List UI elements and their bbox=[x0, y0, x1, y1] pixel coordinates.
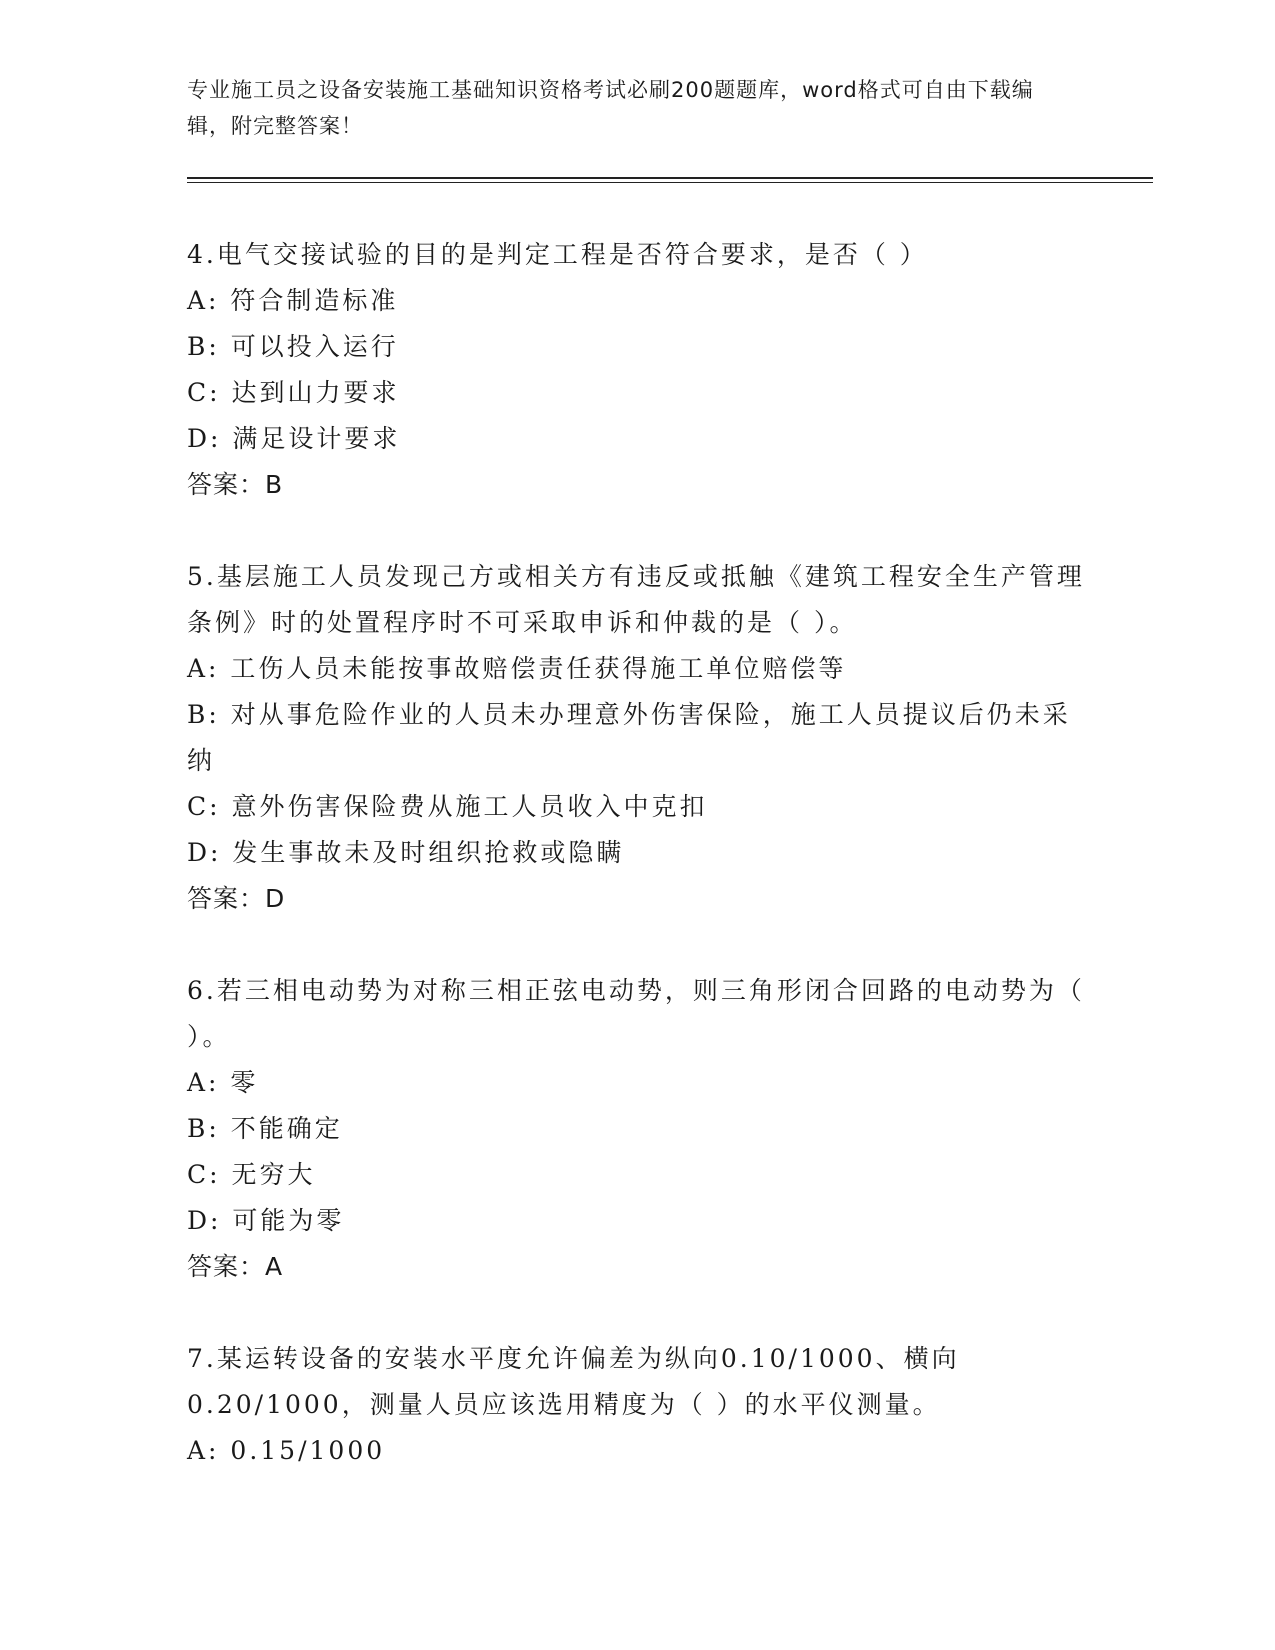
option-c: C: 无穷大 bbox=[187, 1160, 316, 1189]
option-d: D: 满足设计要求 bbox=[187, 424, 401, 453]
header-divider-thick bbox=[187, 177, 1153, 179]
question-7 bbox=[187, 1336, 1087, 1474]
header-divider-thin bbox=[187, 182, 1153, 183]
option-a: A: 工伤人员未能按事故赔偿责任获得施工单位赔偿等 bbox=[187, 654, 847, 683]
question-6 bbox=[187, 968, 1087, 1290]
question-4 bbox=[187, 232, 1087, 508]
option-c: C: 意外伤害保险费从施工人员收入中克扣 bbox=[187, 792, 708, 821]
answer-text: 答案：B bbox=[187, 470, 284, 499]
answer-text: 答案：A bbox=[187, 1252, 284, 1281]
option-a: A: 0.15/1000 bbox=[187, 1436, 386, 1465]
option-b: B: 不能确定 bbox=[187, 1114, 343, 1143]
option-c: C: 达到山力要求 bbox=[187, 378, 400, 407]
question-stem: 5.基层施工人员发现己方或相关方有违反或抵触《建筑工程安全生产管理条例》时的处置程序时不可采取申诉和仲裁的是（ ）。 bbox=[187, 562, 1085, 637]
option-a: A: 符合制造标准 bbox=[187, 286, 399, 315]
option-b: B: 可以投入运行 bbox=[187, 332, 399, 361]
question-5 bbox=[187, 554, 1087, 922]
option-d: D: 可能为零 bbox=[187, 1206, 345, 1235]
question-list bbox=[187, 232, 1087, 1520]
question-stem: 6.若三相电动势为对称三相正弦电动势，则三角形闭合回路的电动势为（ ）。 bbox=[187, 976, 1085, 1051]
question-stem: 4.电气交接试验的目的是判定工程是否符合要求，是否（ ） bbox=[187, 240, 928, 269]
document-header: 专业施工员之设备安装施工基础知识资格考试必刷200题题库，word格式可自由下载编辑，附完整答案！ bbox=[187, 78, 1034, 138]
option-b: B: 对从事危险作业的人员未办理意外伤害保险，施工人员提议后仍未采纳 bbox=[187, 700, 1071, 775]
answer-text: 答案：D bbox=[187, 884, 286, 913]
option-a: A: 零 bbox=[187, 1068, 259, 1097]
question-stem: 7.某运转设备的安装水平度允许偏差为纵向0.10/1000、横向0.20/1000，测量人员应该选用精度为（ ）的水平仪测量。 bbox=[187, 1344, 960, 1419]
option-d: D: 发生事故未及时组织抢救或隐瞒 bbox=[187, 838, 625, 867]
